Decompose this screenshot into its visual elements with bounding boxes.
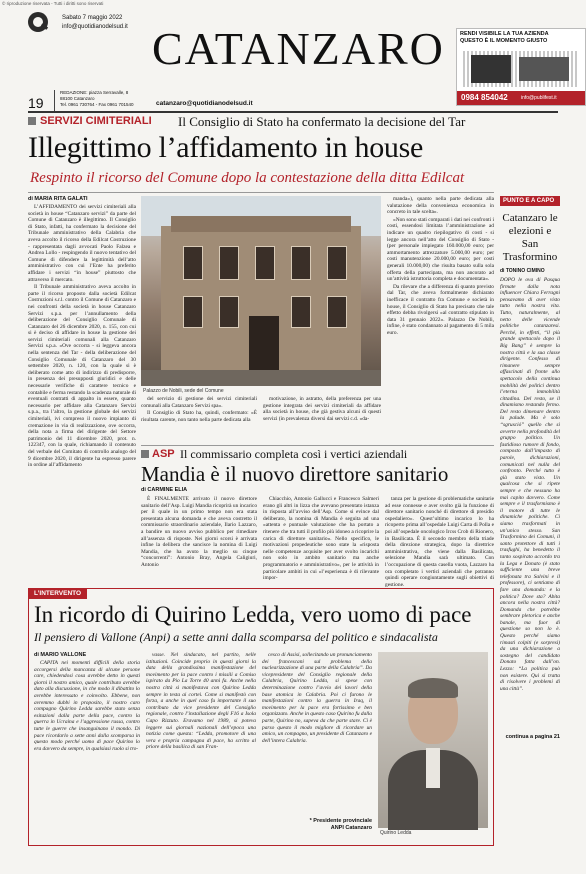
sidebar-tag: PUNTO E A CAPO [500,196,560,206]
lead-photo-caption: Palazzo de Nobili, sede del Comune [143,388,224,394]
feature-signature: * Presidente provinciale ANPI Catanzaro [309,818,372,831]
feature-column-3: cesco di Assisi, sollecitando un pronunciamento dei francescani sul problema della nuclearizzazione di una parte della Calabria”. Da vicepresidente del Consiglio regionale della Calabria, Quirino Ledda, si spese con determinazione contro l’avvio dei lavori della base atomica in Calabria. Poi ci furono le manifestazioni contro la guerra in Iraq, il movimento per la pace era fortissimo e ben organizzato. Anche in questo caso Quirino fu dalla parte, Quirino no, sapeva da che parte stare. Ci è parso questo il modo migliore di ricordare un amico, un compagno, un presidente di Catanzaro e dell’intera Calabria. [262,652,372,744]
lead-byline: di MARIA RITA GALATI [28,196,88,202]
ad-line-1: RENDI VISIBILE LA TUA AZIENDA [460,31,549,37]
lead-column-1: L’AFFIDAMENTO dei servizi cimiteriali alla società in house “Catanzaro servizi” da parte del Comune di Catanzaro è illegittimo. Il Consiglio di Stato, infatti, ha confermato la decisione del Tribunale amministrativo della Calabria che aveva accolto il ricorso della Edilcat Costruzione - rappresentata dagli avvocati Paolo Falzea e Andrea Lollo - respingendo il nuovo tentativo del Comune di difendere la legittimità dell’atto amministrativo con cui l’Ente ha preferito affidare i servizi “in house” piuttosto che attraverso il mercato. Il Tribunale amministrativo aveva accolto in parte il ricorso proposto dalla società Edilcat Costruzioni s.r.l. contro il Comune di Catanzaro e nei confronti della società in house Catanzaro Servizi s.p.a. per l’annullamento della deliberazione del Consiglio Comunale di Catanzaro del 26 dicembre 2020, n. 155, con cui si è deciso di affidare in house la gestione dei servizi cimiteriali comunali alla Catanzaro Servizi s.p.a. «Ove occorra - si leggeva ancora nella sentenza del Tar - della deliberazione del Consiglio Comunale di Catanzaro del 30 settembre 2020, n. 120, con la quale si è deliberato come atto di indirizzo di predisporre, in presenza dei presupposti giuridici e delle necessarie verifiche di carattere tecnico e contabile e ferma restando la scadenza naturale di eventuali contratti di appalto in essere, quanto necessario per affidare alla Catanzaro Servizi s.p.a., tra l’altro, la gestione globale dei servizi cimiteriali, ivi compreso il nuovo impianto di cremazione in via di realizzazione, ove occorra, della nota a firma del dirigente del Settore patrimonio del 11 dicembre 2020, prot. n. 122347, con la quale, richiamando il contenuto del verbale del Comitato di controllo analogo del 9 dicembre 2020, il dirigente ha espresso parere in ordine all’affidamento [28,204,136,469]
lead-column-2: del servizio di gestione dei servizi cimiteriali comunali alla Catanzaro Servizi spa». Il Consiglio di Stato ha, quindi, confermato: «È risultata carente, non tanto nella parte dedicata alla [141,396,257,423]
section-title: CATANZARO [152,23,445,74]
lead-column-3: motivazione, in astratto, della preferenza per una gestione integrata dei servizi cimiteriali da affidare alla società in house, che già gestiva alcuni di questi servizi (in prevalenza diversi dai servizi c.d. «da- [263,396,381,422]
sidebar-byline: di TONINO CIMINO [500,268,545,274]
page-number: 19 [28,95,44,111]
advertisement-box[interactable] [456,28,586,106]
second-column-1: È FINALMENTE arrivato il nuovo direttore sanitario dell’Asp. Luigi Mandia ricoprirà un incarico per il quale in un primo tempo non era stata presentata alcuna domanda e che aveva costretto il commissario straordinario aziendale, Ilario Lazzaro, a bandire un nuovo avviso pubblico per rimediare all’assenza di risposte. Nei giorni scorsi è arrivata infine la delibera che sancisce la nomina di Luigi Mandia, che ha avuto la meglio su cinque “concorrenti”: Antonio Bray, Angela Caligiuri, Antonio [141,496,258,568]
sidebar-column [500,196,560,816]
feature-photo-caption: Quirino Ledda [380,830,412,836]
feature-column-2: vasse. Nel sindacato, nel partito, nelle istituzioni. Coincide proprio in questi giorni la data della grandissima manifestazione del movimento per la pace contro i missili a Comiso ispirato da Pio La Torre 40 anni fa. Anche nella nostra città si manifestava con Quirino Ledda sempre in testa ai cortei. Come si manifestò con forza, a anche in quel caso fu importante il suo contributo da vice presidente del Consiglio regionale, contro l’installazione degli F16 a Isola Capo Rizzuto. Eravamo nel 1989, si poteva leggere sui giornali nazionali dell’epoca una notizia come questa: “Ledda, promotore di una vera e propria campagna di pace, ha scritto al priore della basilica di san Fran- [146,652,256,751]
square-bullet-icon [141,450,149,458]
lead-column-4: manda»), quanto nella parte dedicata alla valutazione della convenienza economica in concreto in tale scelta». «Non sono stati comparati i dati nei confronti i costi, essendosi limitata l’amministrazione ad indicare un quadro riepilogativo di costi - si legge ancora nell’atto del Consiglio di Stato - (per personale impiegato 160.000,00 euro; per ammortamento attrezzature 5.000,00 euro; per costi manutenzione 20.000,00 euro; per costi generali 10.000,00) che risulta basato sulla sola offerta della partecipata, ma non ancorato ad un’attività istruttoria completa e documentata». Da rilevare che a differenza di quanto previsto dal Tar, che aveva formalmente dichiarato inefficace il contratto fra Comune e società in house, il Consiglio di Stato ha precisato che tale effetto debba rivolgersi «al contratto stipulato in data 31 gennaio 2022». Palazzo De Nobili, infine, è stato condannato al pagamento di 5 mila euro. [387,196,494,336]
square-bullet-icon [28,117,36,125]
lead-kicker-sub: Il Consiglio di Stato ha confermato la decisione del Tar [178,114,466,129]
second-kicker: ASP [152,448,175,460]
lead-headline: Illegittimo l’affidamento in house [28,131,423,164]
lead-photo [141,196,381,386]
feature-byline: di MARIO VALLONE [34,652,87,658]
newsroom-email[interactable]: catanzaro@quotidianodelsud.it [156,100,253,107]
second-headline: Mandia è il nuovo direttore sanitario [141,462,449,486]
second-column-3: tanza per la gestione di problematiche sanitarie ad esse connesse e aver svolto già la funzione di direttore sanitario nonché di direttore di presidio ospedaliero». Quest’ultimo incarico lo ha ricoperto prima all’ospedale Luigi Carta di Polla e poi all’ospedale oncologico Ircss Crob di Rionero, in Basilicata. È il secondo membro della triade della direzione strategica, dopo la direttrice amministrativa, che viene dalla Basilicata, selezione Mandia sarà ultimato. Con l’occupazione di questa casella vuota, Lazzaro ha ora completato i vertici aziendali che potranno quindi operare congiuntamente sugli obiettivi di gestione. [385,496,494,588]
second-kicker-sub: Il commissario completa così i vertici aziendali [180,447,408,461]
ad-line-2: QUESTO È IL MOMENTO GIUSTO [460,38,548,44]
lead-subhead: Respinto il ricorso del Comune dopo la contestazione della ditta Edilcat [30,170,465,186]
copyright-notice: © riproduzione riservata - Tutti i diritti sono riservati [2,1,104,6]
second-byline: di CARMINE ELIA [141,487,188,493]
feature-tag: L’INTERVENTO [28,588,87,599]
feature-headline: In ricordo di Quirino Ledda, vero uomo di pace [34,602,472,627]
sidebar-continue-link[interactable]: continua a pagina 21 [505,734,560,740]
lead-kicker: SERVIZI CIMITERIALI [40,115,152,127]
sidebar-title: Catanzaro le elezioni e San Trasformino [502,212,558,263]
feature-subhead: Il pensiero di Vallone (Anpi) a sette anni dalla scomparsa del politico e sindacalista [34,630,438,644]
second-column-2: Chiacchio, Antonio Gallucci e Francesco Salmeri erano gli altri in lizza che avevano presentato istanza in risposta all’avviso dell’Asp. Come si evince dal deliberato, la nomina di Mandia è seguita ad una «attenta e puntuale valutazione che ha portato a ritenere che tra tutti il profilo più idoneo a ricoprire la carica di direttore sanitario». Nello specifico, le motivazioni propedeutiche sono state la «risposta nelle competenze acquisite per aver svolto incarichi non solo in ambito sanitario ma anche programmatorio e amministrativo», per le attività in particolare ambiti in cui «l’esperienza è di rilevante impor- [263,496,379,582]
q-logo-icon [28,12,48,32]
ad-phone[interactable]: 0984 854042 [461,93,508,102]
sidebar-body: DOPO le ova di Pasqua firmate dalla nota influencer Chiara Ferragni pensavamo di aver visto tutto nella nostra vita. Tutto, naturalmente, al netto delle vicende politiche catanzaresi. Perché, in effetti, “il più grande spettacolo dopo il Big Bang” è sempre la nostra città e la sua classe dirigente. Confesso di rimanere sempre affascinati di fronte allo spettacolo della continua mobilità dei politici dentro l’eterna immobilità cittadina. Del resto, se il dinamismo restando fermo. Del resto dimenare dentro la palude. Ma è solo “sgrusció” quello che si avverte nella profondità del gruppo politico. Un fastidioso rumore di fondo, composto dall’impasto di parole, dichiarazioni, comunicati nel nulla del confronto. Perché tutto è già stato visto. Un qualcosa che si ripete sempre e che nessuno ha mai capito davvero. Come sempre e il trasformismo è il motore di tutte le dinamiche politiche. Ci siamo trasformati in un’unico stesso. San Trasformino dei Comuni, il santo protettore di tutti i trasfughi, ha benedetto il tanto sospirato accordo tra la Lega e Donato (è stato sufficiente una breve telefonata tra Salvini e il professore), ci sentiamo di fare una domanda: e la politica? Dove sta? Abita ancora nella nostra città? Domanda che potrebbe sembrare pletorica e anche banale, ma fuor di questione so non lo è. Questo perché siamo rimasti colpiti (e sorpresi) da una dichiarazione a sostegno del candidato Donato fatta dall’on. Lezzo: “La politica può non esistere. Qui si tratta di risolvere i problemi di una città”. [500,277,560,692]
newsroom-address: REDAZIONE: piazza Serravalle, 8 88100 Catanzaro Tel. 0961 730764 - Fax 0961 701540 [60,90,134,107]
issue-date: Sabato 7 maggio 2022 [62,15,123,21]
feature-column-1: CAPITA nei momenti difficili della storia accorgersi della mancanza di alcune persone care, chiedendosi cosa avrebbe detto in questi giorni il nostro amico, quale contributo avrebbe dato alla discussione, in che modo il dibattito lo avrebbe interessato e coinvolto. Ebbene, non avremmo dubbi in proposito, il nostro caro compagno Quirino Ledda sarebbe stato senza esitazioni dalla parte della pace, contro la guerra in Ucraina e l’aggressione russa, contro tutte le guerre che insanguinano il mondo. Di pace ricordarlo a sette anni dalla scomparsa in questo modo perché uomo di pace Quirino lo era davvero da sempre, in qualsiasi ruolo si tro- [34,660,140,752]
ad-email[interactable]: info@publifest.it [521,95,557,101]
website-link[interactable]: info@quotidianodelsud.it [62,24,128,30]
masthead [28,8,558,110]
feature-portrait [378,652,488,828]
